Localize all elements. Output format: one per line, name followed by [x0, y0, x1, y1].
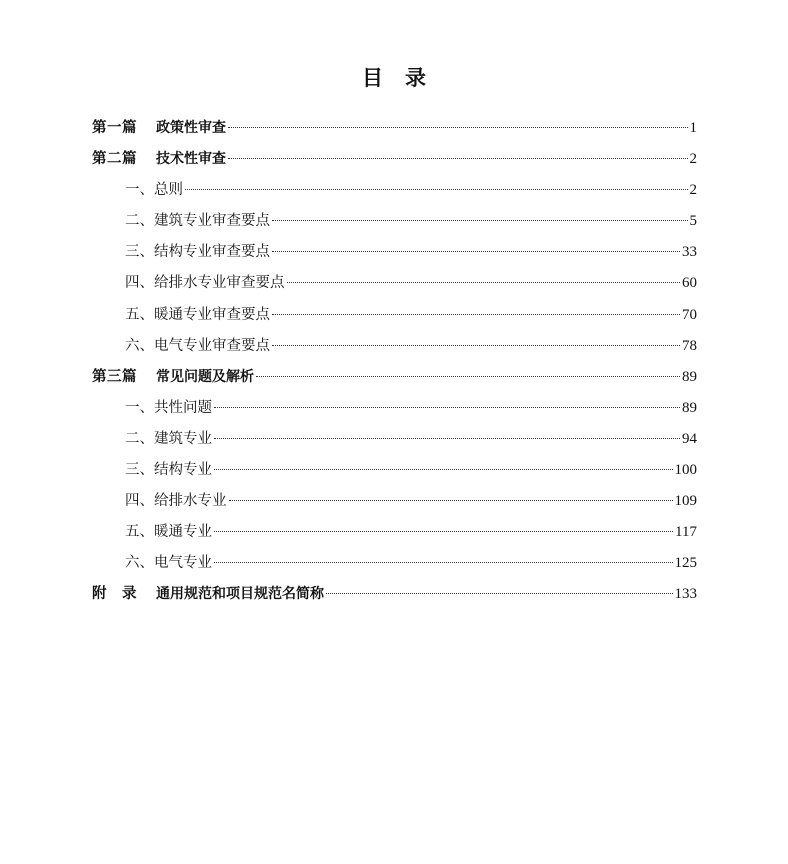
- toc-page-number: 100: [674, 462, 697, 479]
- table-of-contents: [92, 118, 697, 616]
- toc-entry-label: [92, 336, 270, 356]
- toc-entry[interactable]: [92, 584, 697, 615]
- toc-page-number: 109: [674, 493, 697, 510]
- toc-page-number: 1: [689, 120, 697, 136]
- toc-entry-title: 政策性审查: [156, 120, 226, 136]
- toc-page-number: 60: [682, 275, 697, 292]
- toc-entry[interactable]: [92, 429, 697, 460]
- toc-entry[interactable]: [92, 273, 697, 304]
- toc-page-number: 94: [682, 430, 697, 447]
- dot-leader: [228, 127, 688, 128]
- toc-page-number: 133: [674, 586, 697, 603]
- toc-entry-label: [92, 460, 212, 480]
- toc-entry-title: 二、建筑专业审查要点: [125, 213, 270, 230]
- toc-entry-label: [92, 491, 227, 511]
- dot-leader: [185, 189, 688, 190]
- toc-entry-label: [92, 522, 212, 542]
- toc-part-number: 第三篇: [92, 368, 137, 385]
- toc-part-number: 附 录: [92, 586, 137, 603]
- toc-entry-title: 一、共性问题: [125, 399, 212, 416]
- dot-leader: [214, 469, 673, 470]
- toc-page-number: 2: [689, 182, 697, 199]
- dot-leader: [326, 593, 673, 594]
- toc-entry[interactable]: [92, 336, 697, 367]
- toc-page-number: 125: [674, 555, 697, 572]
- toc-page-number: 2: [689, 151, 697, 168]
- toc-entry[interactable]: [92, 398, 697, 429]
- toc-entry-title: 六、电气专业审查要点: [125, 337, 270, 354]
- toc-entry[interactable]: [92, 180, 697, 211]
- toc-entry[interactable]: [92, 242, 697, 273]
- toc-page-number: 70: [682, 306, 697, 323]
- toc-entry-label: [92, 367, 254, 387]
- toc-entry-title: 五、暖通专业: [125, 524, 212, 541]
- page-title-char-2: 录: [405, 66, 426, 90]
- toc-entry[interactable]: [92, 118, 697, 149]
- toc-entry[interactable]: [92, 460, 697, 491]
- toc-page-number: 33: [682, 244, 697, 261]
- toc-entry-title: 五、暖通专业审查要点: [125, 306, 270, 323]
- toc-entry-label: [92, 398, 212, 418]
- toc-entry[interactable]: [92, 211, 697, 242]
- dot-leader: [214, 438, 680, 439]
- dot-leader: [214, 531, 673, 532]
- toc-entry-title: 三、结构专业审查要点: [125, 244, 270, 261]
- dot-leader: [228, 158, 688, 159]
- toc-page-number: 89: [682, 368, 697, 385]
- toc-page-number: 5: [689, 213, 697, 230]
- dot-leader: [214, 562, 673, 563]
- dot-leader: [287, 282, 681, 283]
- toc-entry-title: 四、给排水专业: [125, 493, 227, 510]
- toc-page-number: 117: [675, 524, 697, 541]
- toc-entry-title: 四、给排水专业审查要点: [125, 275, 285, 292]
- toc-entry-label: [92, 211, 270, 231]
- toc-entry-label: [92, 584, 324, 604]
- toc-entry-label: [92, 118, 226, 138]
- toc-entry-title: 技术性审查: [156, 151, 226, 168]
- toc-entry-title: 通用规范和项目规范名简称: [156, 586, 324, 603]
- dot-leader: [272, 251, 680, 252]
- dot-leader: [272, 220, 688, 221]
- toc-entry-label: [92, 180, 183, 200]
- toc-entry[interactable]: [92, 553, 697, 584]
- toc-entry[interactable]: [92, 522, 697, 553]
- toc-entry-label: [92, 242, 270, 262]
- toc-entry-title: 常见问题及解析: [156, 368, 254, 385]
- toc-page-number: 78: [682, 337, 697, 354]
- dot-leader: [272, 345, 680, 346]
- toc-entry-label: [92, 305, 270, 325]
- toc-entry[interactable]: [92, 305, 697, 336]
- toc-entry-label: [92, 273, 285, 293]
- toc-part-number: 第一篇: [92, 120, 137, 136]
- dot-leader: [256, 376, 680, 377]
- dot-leader: [214, 407, 680, 408]
- page-title-char-1: 目: [362, 66, 383, 90]
- toc-entry-label: [92, 553, 212, 573]
- toc-entry[interactable]: [92, 491, 697, 522]
- toc-entry-title: 一、总则: [125, 182, 183, 199]
- toc-part-number: 第二篇: [92, 151, 137, 168]
- toc-entry-label: [92, 429, 212, 449]
- toc-entry-title: 二、建筑专业: [125, 430, 212, 447]
- toc-entry[interactable]: [92, 149, 697, 180]
- toc-entry-label: [92, 149, 226, 169]
- toc-page-number: 89: [682, 399, 697, 416]
- toc-entry-title: 三、结构专业: [125, 462, 212, 479]
- dot-leader: [229, 500, 673, 501]
- toc-entry-title: 六、电气专业: [125, 555, 212, 572]
- toc-entry[interactable]: [92, 367, 697, 398]
- dot-leader: [272, 314, 680, 315]
- page-title: [0, 62, 788, 92]
